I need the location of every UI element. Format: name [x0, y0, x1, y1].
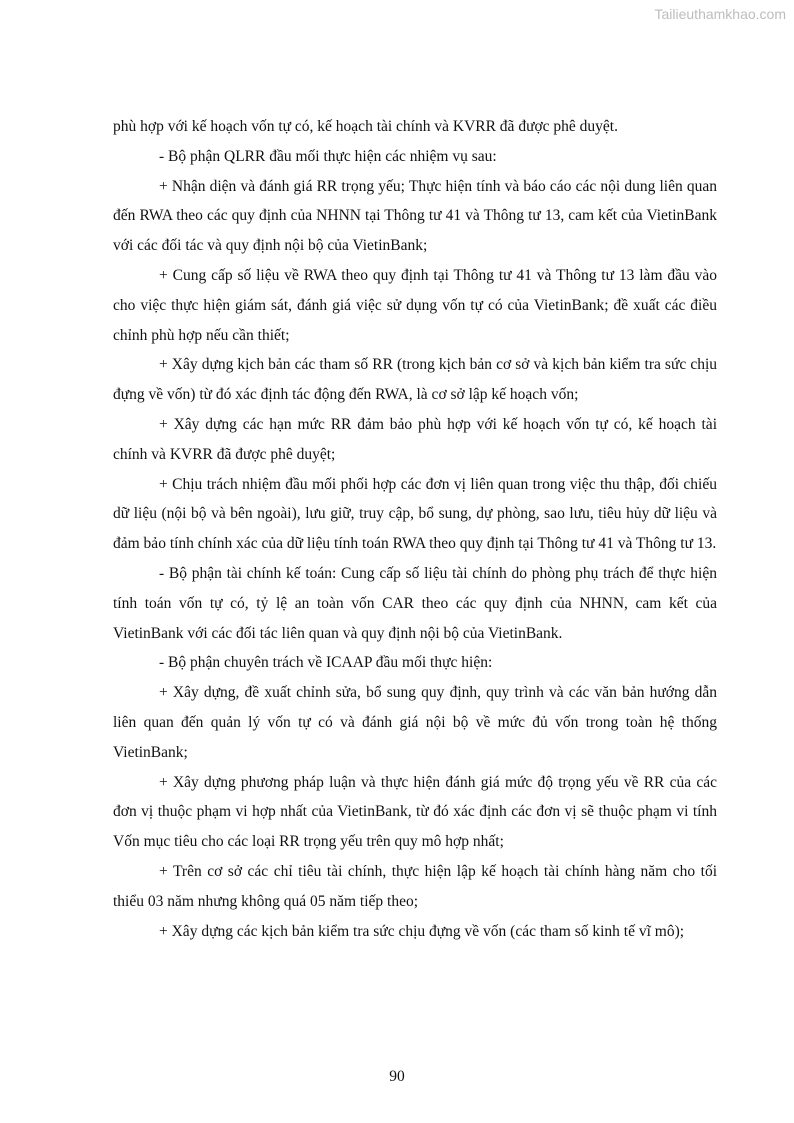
paragraph-qlrr-item-5: + Chịu trách nhiệm đầu mối phối hợp các đơn vị liên quan trong việc thu thập, đối chiếu dữ liệu (nội bộ và bên ngoài), lưu giữ, truy cập, bổ sung, dự phòng, sao lưu, tiêu hủy dữ liệu và đảm bảo tính chính xác của dữ liệu tính toán RWA theo quy định tại Thông tư 41 và Thông tư 13. [113, 475, 717, 553]
paragraph-qlrr-heading: - Bộ phận QLRR đầu mối thực hiện các nhiệm vụ sau: [159, 147, 497, 165]
watermark-text: Tailieuthamkhao.com [654, 6, 786, 22]
paragraph-qlrr-item-2: + Cung cấp số liệu về RWA theo quy định tại Thông tư 41 và Thông tư 13 làm đầu vào cho việc thực hiện giám sát, đánh giá việc sử dụng vốn tự có của VietinBank; đề xuất các điều chỉnh phù hợp nếu cần thiết; [113, 266, 717, 344]
paragraph-qlrr-item-4: + Xây dựng các hạn mức RR đảm bảo phù hợp với kế hoạch vốn tự có, kế hoạch tài chính và KVRR đã được phê duyệt; [113, 415, 717, 463]
paragraph-icaap-item-4: + Xây dựng các kịch bản kiểm tra sức chịu đựng về vốn (các tham số kinh tế vĩ mô); [159, 922, 685, 940]
paragraph-icaap-item-2: + Xây dựng phương pháp luận và thực hiện đánh giá mức độ trọng yếu về RR của các đơn vị thuộc phạm vi hợp nhất của VietinBank, từ đó xác định các đơn vị sẽ thuộc phạm vi tính Vốn mục tiêu cho các loại RR trọng yếu trên quy mô hợp nhất; [113, 773, 717, 851]
paragraph-continuation: phù hợp với kế hoạch vốn tự có, kế hoạch tài chính và KVRR đã được phê duyệt. [113, 118, 618, 135]
page-number: 90 [389, 1068, 405, 1085]
document-body [113, 112, 717, 946]
paragraph-icaap-item-1: + Xây dựng, đề xuất chỉnh sửa, bổ sung quy định, quy trình và các văn bản hướng dẫn liên quan đến quản lý vốn tự có và đánh giá nội bộ về mức đủ vốn trong toàn hệ thống VietinBank; [113, 684, 717, 761]
paragraph-qlrr-item-3: + Xây dựng kịch bản các tham số RR (trong kịch bản cơ sở và kịch bản kiểm tra sức chịu đựng về vốn) từ đó xác định tác động đến RWA, là cơ sở lập kế hoạch vốn; [113, 356, 717, 404]
paragraph-icaap-item-3: + Trên cơ sở các chỉ tiêu tài chính, thực hiện lập kế hoạch tài chính hàng năm cho tối thiểu 03 năm nhưng không quá 05 năm tiếp theo; [113, 862, 717, 910]
paragraph-qlrr-item-1: + Nhận diện và đánh giá RR trọng yếu; Thực hiện tính và báo cáo các nội dung liên quan đến RWA theo các quy định của NHNN tại Thông tư 41 và Thông tư 13, cam kết của VietinBank với các đối tác và quy định nội bộ của VietinBank; [113, 177, 717, 255]
paragraph-icaap-heading: - Bộ phận chuyên trách về ICAAP đầu mối thực hiện: [159, 654, 493, 672]
paragraph-finance-dept: - Bộ phận tài chính kế toán: Cung cấp số liệu tài chính do phòng phụ trách để thực hiện tính toán vốn tự có, tỷ lệ an toàn vốn CAR theo các quy định của NHNN, cam kết của VietinBank với các đối tác liên quan và quy định nội bộ của VietinBank. [113, 564, 717, 642]
